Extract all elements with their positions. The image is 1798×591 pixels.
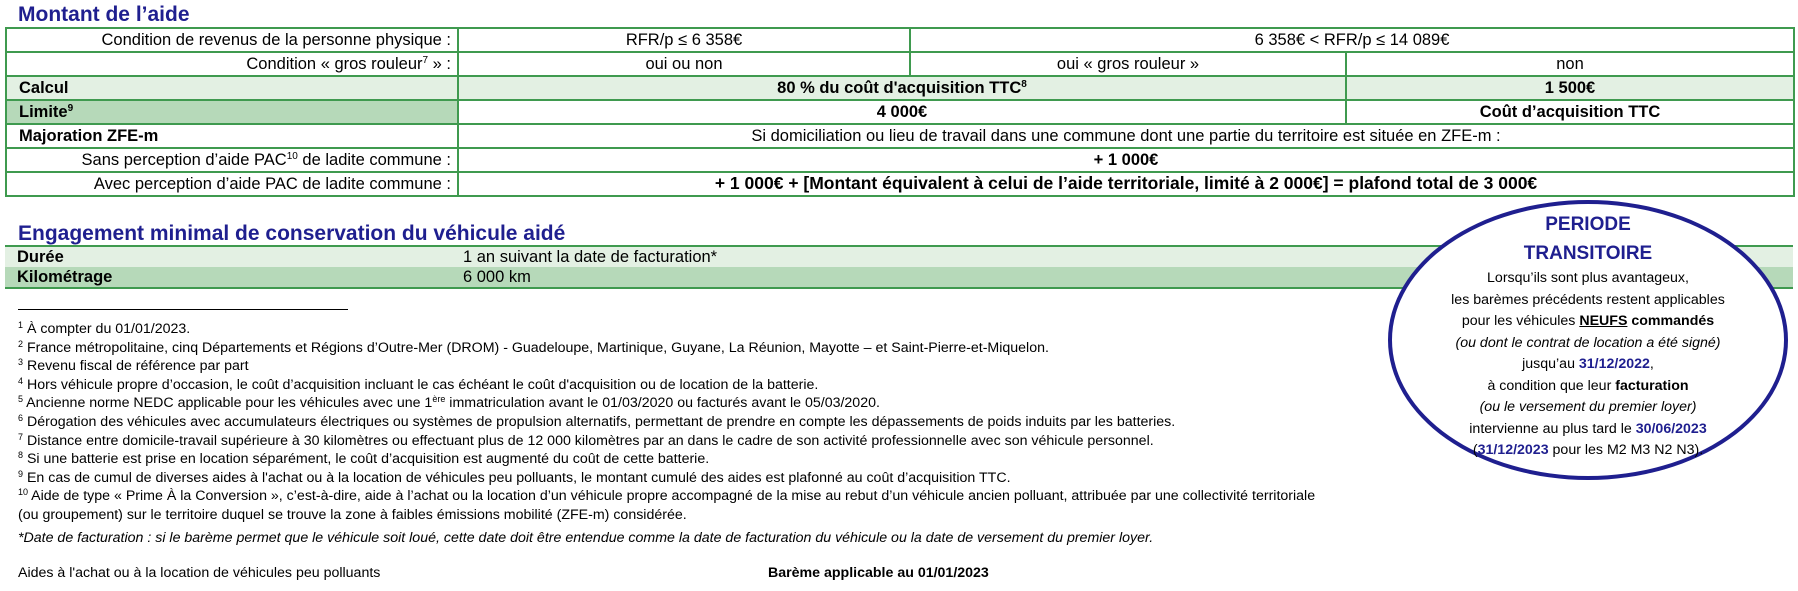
section-title-montant: Montant de l’aide <box>18 3 190 26</box>
callout-line: (ou dont le contrat de location a été signé) <box>1455 334 1721 351</box>
footnote: $^6$ Dérogation des véhicules avec accumulateurs électriques ou systèmes de propulsion alternatifs, permettant de prendre en compte les dépassements de poids induits par les batteries. <box>18 412 1176 430</box>
footnote: $^9$ En cas de cumul de diverses aides à l'achat ou à la location de véhicules peu polluants, le montant cumulé des aides est plafonné au coût d’acquisition TTC. <box>18 468 1011 486</box>
row-rouleur <box>6 52 1794 76</box>
footnote: $^4$ Hors véhicule propre d’occasion, le coût d’acquisition incluant le cas échéant le coût d'acquisition ou de location de la batterie. <box>18 375 819 393</box>
duree-label: Durée <box>17 247 64 266</box>
row-sans-pac <box>6 148 1794 172</box>
majoration-value: Si domiciliation ou lieu de travail dans une commune dont une partie du territoire est située en ZFE-m : <box>458 124 1794 148</box>
callout-title-2: TRANSITOIRE <box>1523 243 1653 264</box>
callout-title-1: PERIODE <box>1545 214 1631 235</box>
footer-center: Barème applicable au 01/01/2023 <box>768 565 989 581</box>
footnote: $^1$ À compter du 01/01/2023. <box>18 320 191 337</box>
footnote-continuation: (ou groupement) sur le territoire duquel se trouve la zone à faibles émissions mobilité (ZFE-m) considérée. <box>18 506 687 523</box>
calcul-col3: 1 500€ <box>1346 76 1794 100</box>
row-majoration <box>6 124 1794 148</box>
footnote: $^8$ Si une batterie est prise en location séparément, le coût d’acquisition est augmenté du coût de cette batterie. <box>18 450 710 468</box>
callout-line: les barèmes précédents restent applicables <box>1451 291 1725 308</box>
sans-pac-value: + 1 000€ <box>458 148 1794 172</box>
rouleur-label: Condition « gros rouleur$^7$ » : <box>6 52 458 76</box>
footer-left: Aides à l'achat ou à la location de véhicules peu polluants <box>18 565 381 581</box>
callout-line: (31/12/2023 pour les M2 M3 N2 N3). <box>1472 442 1704 458</box>
row-limite <box>6 100 1794 124</box>
limite-col12: 4 000€ <box>458 100 1346 124</box>
footnote: $^5$ Ancienne norme NEDC applicable pour les véhicules avec une 1ère immatriculation avant le 01/03/2020 ou facturés avant le 05/03/2020. <box>18 394 880 412</box>
rouleur-col2: oui « gros rouleur » <box>910 52 1346 76</box>
footnote: $^{10}$ Aide de type « Prime À la Conversion », c’est-à-dire, aide à l’achat ou la location d’un véhicule propre accompagné de la mise au rebut d’un véhicule ancien polluant, attribuée par une collectivité territoriale <box>18 487 1316 505</box>
duree-value: 1 an suivant la date de facturation* <box>463 247 718 266</box>
callout-line: jusqu’au 31/12/2022, <box>1522 356 1654 372</box>
limite-label: Limite$^9$ <box>6 100 458 124</box>
avec-pac-label: Avec perception d’aide PAC de ladite commune : <box>6 172 458 196</box>
revenu-col23: 6 358€ < RFR/p ≤ 14 089€ <box>910 28 1794 52</box>
limite-col3: Coût d’acquisition TTC <box>1346 100 1794 124</box>
rouleur-col1: oui ou non <box>458 52 910 76</box>
callout-line: (ou le versement du premier loyer) <box>1479 399 1697 415</box>
callout-line: pour les véhicules NEUFS commandés <box>1461 313 1715 329</box>
footnote: $^7$ Distance entre domicile-travail supérieure à 30 kilomètres ou effectuant plus de 12 000 kilomètres par an dans le cadre de son activité professionnelle avec son véhicule personnel. <box>18 431 1154 449</box>
note-facturation: *Date de facturation : si le barème permet que le véhicule soit loué, cette date doit être entendue comme la date de facturation du véhicule ou la date de versement du premier loyer. <box>18 529 1154 546</box>
sans-pac-label: Sans perception d’aide PAC$^{10}$ de ladite commune : <box>6 148 458 172</box>
footnote: $^2$ France métropolitaine, cinq Départements et Régions d’Outre-Mer (DROM) - Guadeloupe, Martinique, Guyane, La Réunion, Mayotte – et Saint-Pierre-et-Miquelon. <box>18 338 1049 356</box>
callout-line: intervienne au plus tard le 30/06/2023 <box>1469 420 1707 437</box>
kilometrage-label: Kilométrage <box>17 267 113 286</box>
callout-line: à condition que leur facturation <box>1487 377 1689 394</box>
row-avec-pac <box>6 172 1794 196</box>
footnote: $^3$ Revenu fiscal de référence par part <box>18 357 249 375</box>
row-revenu <box>6 28 1794 52</box>
periode-transitoire-callout <box>1388 200 1788 480</box>
footnotes <box>18 320 1478 547</box>
revenu-col1: RFR/p ≤ 6 358€ <box>458 28 910 52</box>
kilometrage-value: 6 000 km <box>463 267 531 286</box>
majoration-label: Majoration ZFE-m <box>6 124 458 148</box>
avec-pac-value: + 1 000€ + [Montant équivalent à celui de l’aide territoriale, limité à 2 000€] = plafond total de 3 000€ <box>458 172 1794 196</box>
rouleur-col3: non <box>1346 52 1794 76</box>
section-title-engagement: Engagement minimal de conservation du véhicule aidé <box>18 222 566 245</box>
calcul-col12: 80 % du coût d'acquisition TTC$^8$ <box>458 76 1346 100</box>
calcul-label: Calcul <box>6 76 458 100</box>
revenu-label: Condition de revenus de la personne physique : <box>6 28 458 52</box>
callout-line: Lorsqu’ils sont plus avantageux, <box>1487 270 1689 286</box>
row-calcul <box>6 76 1794 100</box>
montant-table <box>5 27 1795 197</box>
footnote-separator <box>18 309 348 310</box>
